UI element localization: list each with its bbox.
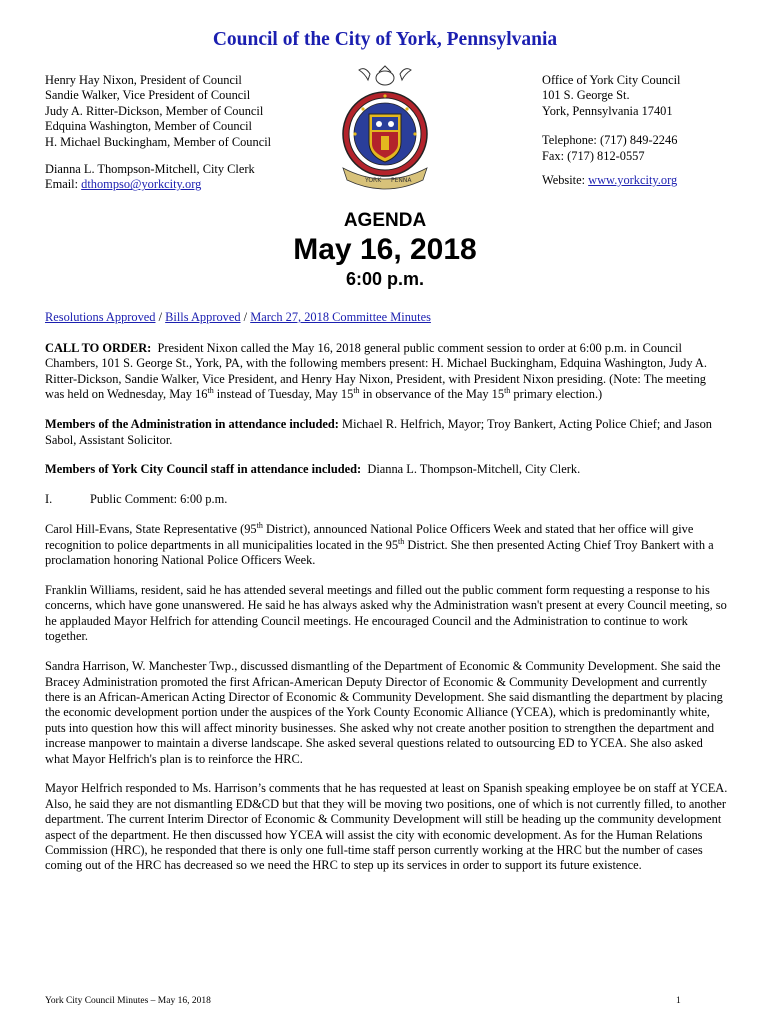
- website-link[interactable]: www.yorkcity.org: [588, 173, 678, 188]
- agenda-time: 6:00 p.m.: [345, 269, 425, 289]
- council-members-block: [45, 73, 345, 193]
- franklin-paragraph: Franklin Williams, resident, said he has attended several meetings and filled out the public comment form requesting a response to his concerns, which have gone unanswered. He said he has always asked why the Administration wasn't present at every Council meeting, so he applauded Mayor Helfrich for attending Council meetings. He encouraged Council and the Administration to continue to work together.: [45, 582, 727, 644]
- paragraph-text: District. She then presented Acting Chief Troy Bankert with a proclamation honoring National Police Officers Week.: [45, 537, 714, 568]
- office-name: Office of York City Council: [542, 73, 681, 87]
- staff-paragraph: [45, 462, 728, 477]
- administration-label: Members of the Administration in attendance included:: [45, 417, 339, 432]
- section-heading: [45, 492, 728, 507]
- staff-label: Members of York City Council staff in attendance included:: [45, 462, 362, 477]
- link-separator: /: [158, 310, 163, 324]
- sandra-paragraph: Sandra Harrison, W. Manchester Twp., discussed dismantling of the Department of Economic & Community Development. She said the Bracey Administration promoted the first African-American Deputy Director of Economic & Community Development and currently there is an African-American Acting Director of Economic & Community Development. She said dismantling the department by placing the economic development portion under the auspices of the York County Economic Alliance (YCEA), which is predominantly white, puts into question how this will affect minority businesses. She asked why not create another position to strengthen the department and increase manpower to maintain a diverse landscape. She asked several questions related to outsourcing ED to YCEA. She also asked what Mayor Helfrich's plan is to reinforce the HRC.: [45, 659, 723, 766]
- administration-text: Michael R. Helfrich, Mayor; Troy Bankert, Acting Police Chief; and Jason Sabol, Assistant Solicitor.: [45, 417, 712, 447]
- call-to-order-text: primary election.): [510, 387, 603, 402]
- office-street: 101 S. George St.: [542, 88, 630, 103]
- footer-text: York City Council Minutes – May 16, 2018: [45, 996, 211, 1006]
- office-fax: Fax: (717) 812-0557: [542, 148, 645, 163]
- document-links: [45, 310, 735, 325]
- city-seal-icon: [335, 64, 435, 196]
- ordinal-suffix: th: [353, 386, 360, 396]
- clerk-email-line: [45, 177, 345, 192]
- minutes-body: [45, 341, 728, 888]
- paragraph-text: Carol Hill-Evans, State Representative (95: [45, 522, 257, 537]
- administration-paragraph: [45, 417, 728, 448]
- call-to-order-label: CALL TO ORDER:: [45, 341, 152, 355]
- member-president: Henry Hay Nixon, President of Council: [45, 73, 242, 87]
- clerk-email-link[interactable]: dthompso@yorkcity.org: [81, 177, 202, 192]
- member-vice-president: Sandie Walker, Vice President of Council: [45, 88, 251, 103]
- member-ritter-dickson: Judy A. Ritter-Dickson, Member of Council: [45, 103, 264, 118]
- ordinal-suffix: th: [207, 386, 214, 396]
- section-title: Public Comment: 6:00 p.m.: [90, 492, 228, 507]
- clerk-email-label: Email:: [45, 177, 79, 192]
- page-number: 1: [676, 996, 681, 1006]
- staff-text: Dianna L. Thompson-Mitchell, City Clerk.: [367, 462, 581, 477]
- paragraph-text: District), announced National Police Officers Week and stated that her office will give recognition to police departments in all municipalities located in the 95: [45, 522, 694, 552]
- member-buckingham: H. Michael Buckingham, Member of Council: [45, 134, 272, 149]
- website-label: Website:: [542, 173, 586, 188]
- call-to-order-text: President Nixon called the May 16, 2018 general public comment session to order at 6:00 p.m. in Council Chambers, 101 S. George St., York, PA, with the following members present: H. Michael Buckingham, Edquina Washington, Judy A. Ritter-Dickson, Sandie Walker, Vice President, and Henry Hay Nixon, President, with President Nixon presiding. (Note: The meeting was held on Wednesday, May 16: [45, 341, 707, 402]
- office-website-line: [542, 173, 742, 188]
- resolutions-approved-link[interactable]: Resolutions Approved: [45, 310, 156, 324]
- ordinal-suffix: th: [398, 536, 405, 546]
- agenda-date: May 16, 2018: [293, 233, 477, 266]
- office-telephone: Telephone: (717) 849-2246: [542, 133, 678, 148]
- ordinal-suffix: th: [256, 521, 263, 531]
- link-separator: /: [243, 310, 248, 324]
- seal-text-right: PENNA: [391, 177, 412, 184]
- call-to-order-text: in observance of the May 15: [359, 387, 505, 402]
- seal-text-left: YORK: [365, 177, 382, 184]
- member-washington: Edquina Washington, Member of Council: [45, 119, 252, 134]
- mayor-paragraph: Mayor Helfrich responded to Ms. Harrison’s comments that he has requested at least on Spanish speaking employee be on staff at YCEA. Also, he said they are not dismantling ED&CD but that they will be moving two positions, one of which is not currently filled, to another department. The current Interim Director of Economic & Community Development will still be heading up the community development aspect of the department. He then discussed how YCEA will assist the city with economic development. As for the Human Relations Commission (HRC), he responded that there is only one full-time staff person currently working at the HRC but the number of cases coming out of the HRC has decreased so we need the HRC to step up its services in order to support its future existence.: [45, 781, 728, 873]
- office-contact-block: [542, 73, 742, 188]
- clerk-name: Dianna L. Thompson-Mitchell, City Clerk: [45, 162, 255, 177]
- ordinal-suffix: th: [504, 386, 511, 396]
- page-title: Council of the City of York, Pennsylvania: [212, 29, 558, 50]
- agenda-heading: AGENDA: [343, 210, 427, 231]
- eagle-icon: [359, 66, 411, 85]
- call-to-order-text: instead of Tuesday, May 15: [213, 387, 354, 402]
- call-to-order-paragraph: [45, 341, 728, 403]
- office-city: York, Pennsylvania 17401: [542, 103, 673, 118]
- section-number: I.: [45, 492, 53, 507]
- committee-minutes-link[interactable]: March 27, 2018 Committee Minutes: [250, 310, 431, 324]
- bills-approved-link[interactable]: Bills Approved: [165, 310, 241, 324]
- carol-paragraph: [45, 522, 728, 568]
